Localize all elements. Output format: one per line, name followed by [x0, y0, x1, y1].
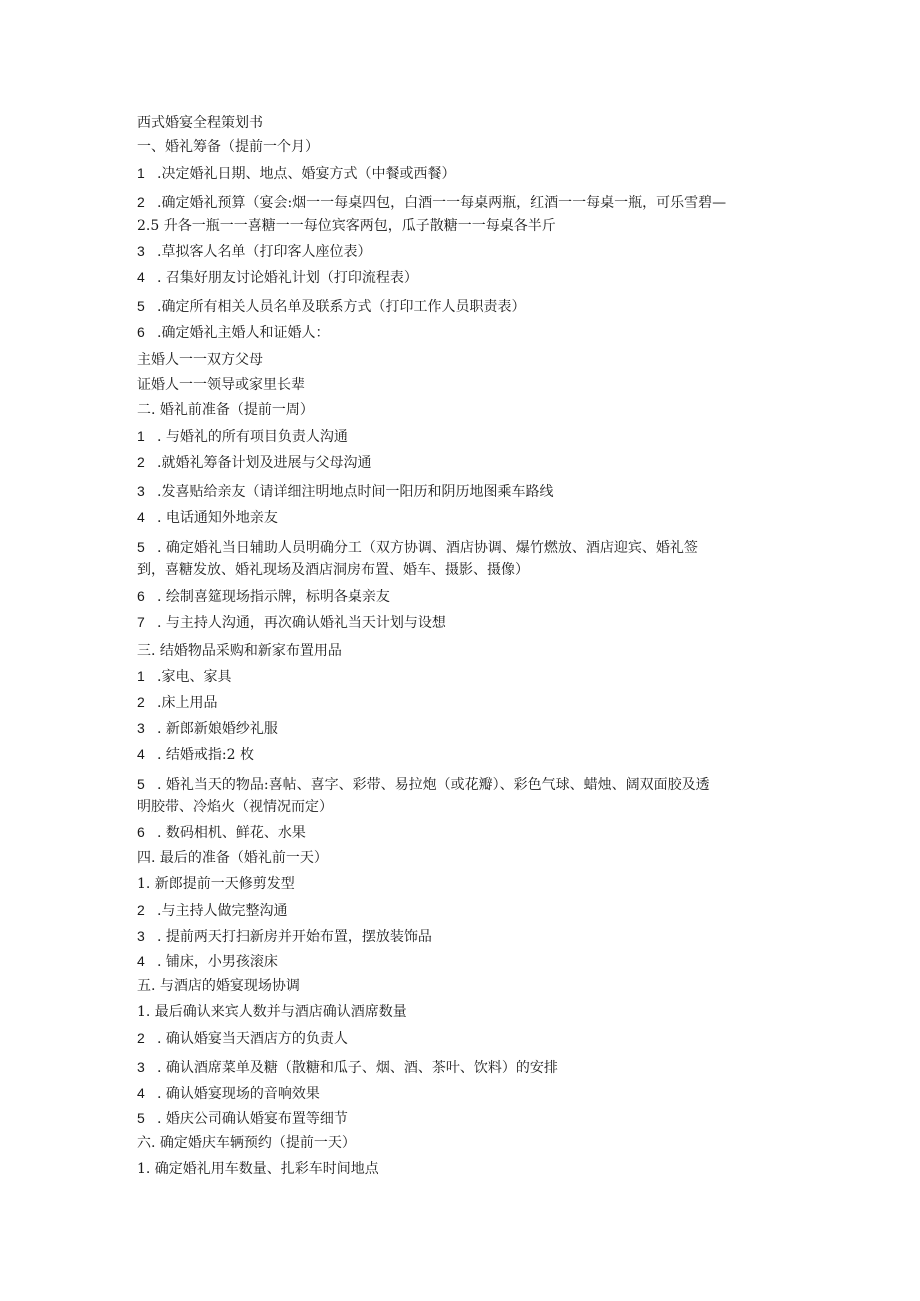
item-number: 4 [137, 1085, 145, 1101]
item-text: 2.5 升各一瓶一一喜糖一一每位宾客两包，瓜子散糖一一每桌各半斤 [137, 218, 556, 234]
list-item [137, 296, 525, 317]
item-number: 6 [137, 824, 145, 840]
item-text: 到，喜糖发放、婚礼现场及酒店洞房布置、婚车、摄影、摄像） [137, 562, 529, 578]
item-text: . 提前两天打扫新房并开始布置，摆放装饰品 [157, 929, 432, 945]
list-item-continuation [137, 560, 529, 580]
item-number: 3 [137, 1059, 145, 1075]
item-text: . 铺床，小男孩滚床 [157, 954, 278, 970]
plain-line: 主婚人一一双方父母 [137, 352, 263, 368]
item-text: .床上用品 [157, 695, 218, 711]
doc-title: 西式婚宴全程策划书 [137, 115, 263, 131]
item-number: 3 [137, 720, 145, 736]
list-item [137, 537, 698, 558]
list-item [137, 951, 278, 972]
list-item [137, 426, 348, 447]
item-text: . 婚礼当天的物品:喜帖、喜字、彩带、易拉炮（或花瓣）、彩色气球、蜡烛、阔双面胶及透 [157, 777, 710, 793]
list-item [137, 507, 278, 528]
item-text: .家电、家具 [157, 669, 232, 685]
list-item-continuation [137, 216, 556, 236]
item-text: 1. 确定婚礼用车数量、扎彩车时间地点 [137, 1161, 379, 1177]
item-number: 6 [137, 588, 145, 604]
item-number: 4 [137, 746, 145, 762]
item-text: . 绘制喜筵现场指示牌，标明各桌亲友 [157, 589, 390, 605]
item-number: 2 [137, 194, 145, 210]
section-heading: 二. 婚礼前准备（提前一周） [137, 402, 314, 418]
list-item [137, 192, 726, 213]
item-number: 3 [137, 483, 145, 499]
item-text: 明胶带、冷焰火（视情况而定） [137, 799, 333, 815]
item-number: 3 [137, 243, 145, 259]
item-text: . 电话通知外地亲友 [157, 510, 278, 526]
item-text: .草拟客人名单（打印客人座位表） [157, 244, 372, 260]
item-number: 1 [137, 428, 145, 444]
item-text: . 结婚戒指:2 枚 [157, 747, 254, 763]
list-item-continuation [137, 797, 333, 817]
list-item [137, 1057, 558, 1078]
item-number: 5 [137, 776, 145, 792]
item-number: 7 [137, 614, 145, 630]
item-number: 5 [137, 539, 145, 555]
item-number: 6 [137, 324, 145, 340]
item-number: 5 [137, 298, 145, 314]
list-item [137, 481, 553, 502]
list-item [137, 822, 306, 843]
item-number: 3 [137, 928, 145, 944]
item-number: 1 [137, 165, 145, 181]
item-text: . 召集好朋友讨论婚礼计划（打印流程表） [157, 270, 418, 286]
plain-line: 证婚人一一领导或家里长辈 [137, 377, 305, 393]
item-text: . 数码相机、鲜花、水果 [157, 825, 306, 841]
list-item [137, 666, 231, 687]
list-item [137, 744, 254, 765]
list-item [137, 267, 418, 288]
list-item [137, 874, 295, 894]
item-number: 4 [137, 269, 145, 285]
list-item [137, 452, 371, 473]
item-number: 2 [137, 902, 145, 918]
item-text: . 新郎新娘婚纱礼服 [157, 721, 278, 737]
list-item [137, 692, 217, 713]
item-text: .确定所有相关人员名单及联系方式（打印工作人员职责表） [157, 299, 526, 315]
list-item [137, 322, 329, 343]
item-text: .决定婚礼日期、地点、婚宴方式（中餐或西餐） [157, 166, 456, 182]
list-item [137, 1002, 407, 1022]
item-text: . 与婚礼的所有项目负责人沟通 [157, 429, 348, 445]
item-text: . 确认婚宴当天酒店方的负责人 [157, 1031, 348, 1047]
list-item [137, 586, 390, 607]
item-text: .确定婚礼主婚人和证婚人： [157, 325, 330, 341]
section-heading: 六. 确定婚庆车辆预约（提前一天） [137, 1135, 356, 1151]
list-item [137, 718, 278, 739]
section-heading: 一、婚礼筹备（提前一个月） [137, 139, 319, 155]
item-number: 2 [137, 454, 145, 470]
item-text: .与主持人做完整沟通 [157, 903, 288, 919]
item-number: 2 [137, 1030, 145, 1046]
item-text: 1. 新郎提前一天修剪发型 [137, 876, 295, 892]
item-number: 4 [137, 953, 145, 969]
item-text: .确定婚礼预算（宴会:烟一一每桌四包，白酒一一每桌两瓶，红酒一一每桌一瓶，可乐雪碧— [157, 195, 727, 211]
item-number: 2 [137, 694, 145, 710]
section-heading: 五. 与酒店的婚宴现场协调 [137, 978, 300, 994]
list-item [137, 774, 710, 795]
item-number: 5 [137, 1110, 145, 1126]
list-item [137, 612, 446, 633]
list-item [137, 241, 371, 262]
item-text: . 与主持人沟通，再次确认婚礼当天计划与设想 [157, 615, 446, 631]
item-number: 1 [137, 668, 145, 684]
section-heading: 四. 最后的准备（婚礼前一天） [137, 850, 328, 866]
item-text: . 确认婚宴现场的音响效果 [157, 1086, 320, 1102]
list-item [137, 163, 455, 184]
list-item [137, 1083, 320, 1104]
item-text: .发喜贴给亲友（请详细注明地点时间一阳历和阴历地图乘车路线 [157, 484, 554, 500]
list-item [137, 926, 432, 947]
list-item [137, 900, 287, 921]
item-number: 4 [137, 509, 145, 525]
section-heading: 三. 结婚物品采购和新家布置用品 [137, 643, 342, 659]
item-text: 1. 最后确认来宾人数并与酒店确认酒席数量 [137, 1004, 407, 1020]
list-item [137, 1159, 379, 1179]
list-item [137, 1108, 348, 1129]
item-text: . 确认酒席菜单及糖（散糖和瓜子、烟、酒、茶叶、饮料）的安排 [157, 1060, 558, 1076]
list-item [137, 1028, 348, 1049]
item-text: .就婚礼筹备计划及进展与父母沟通 [157, 455, 372, 471]
item-text: . 婚庆公司确认婚宴布置等细节 [157, 1111, 348, 1127]
item-text: . 确定婚礼当日辅助人员明确分工（双方协调、酒店协调、爆竹燃放、酒店迎宾、婚礼签 [157, 540, 698, 556]
